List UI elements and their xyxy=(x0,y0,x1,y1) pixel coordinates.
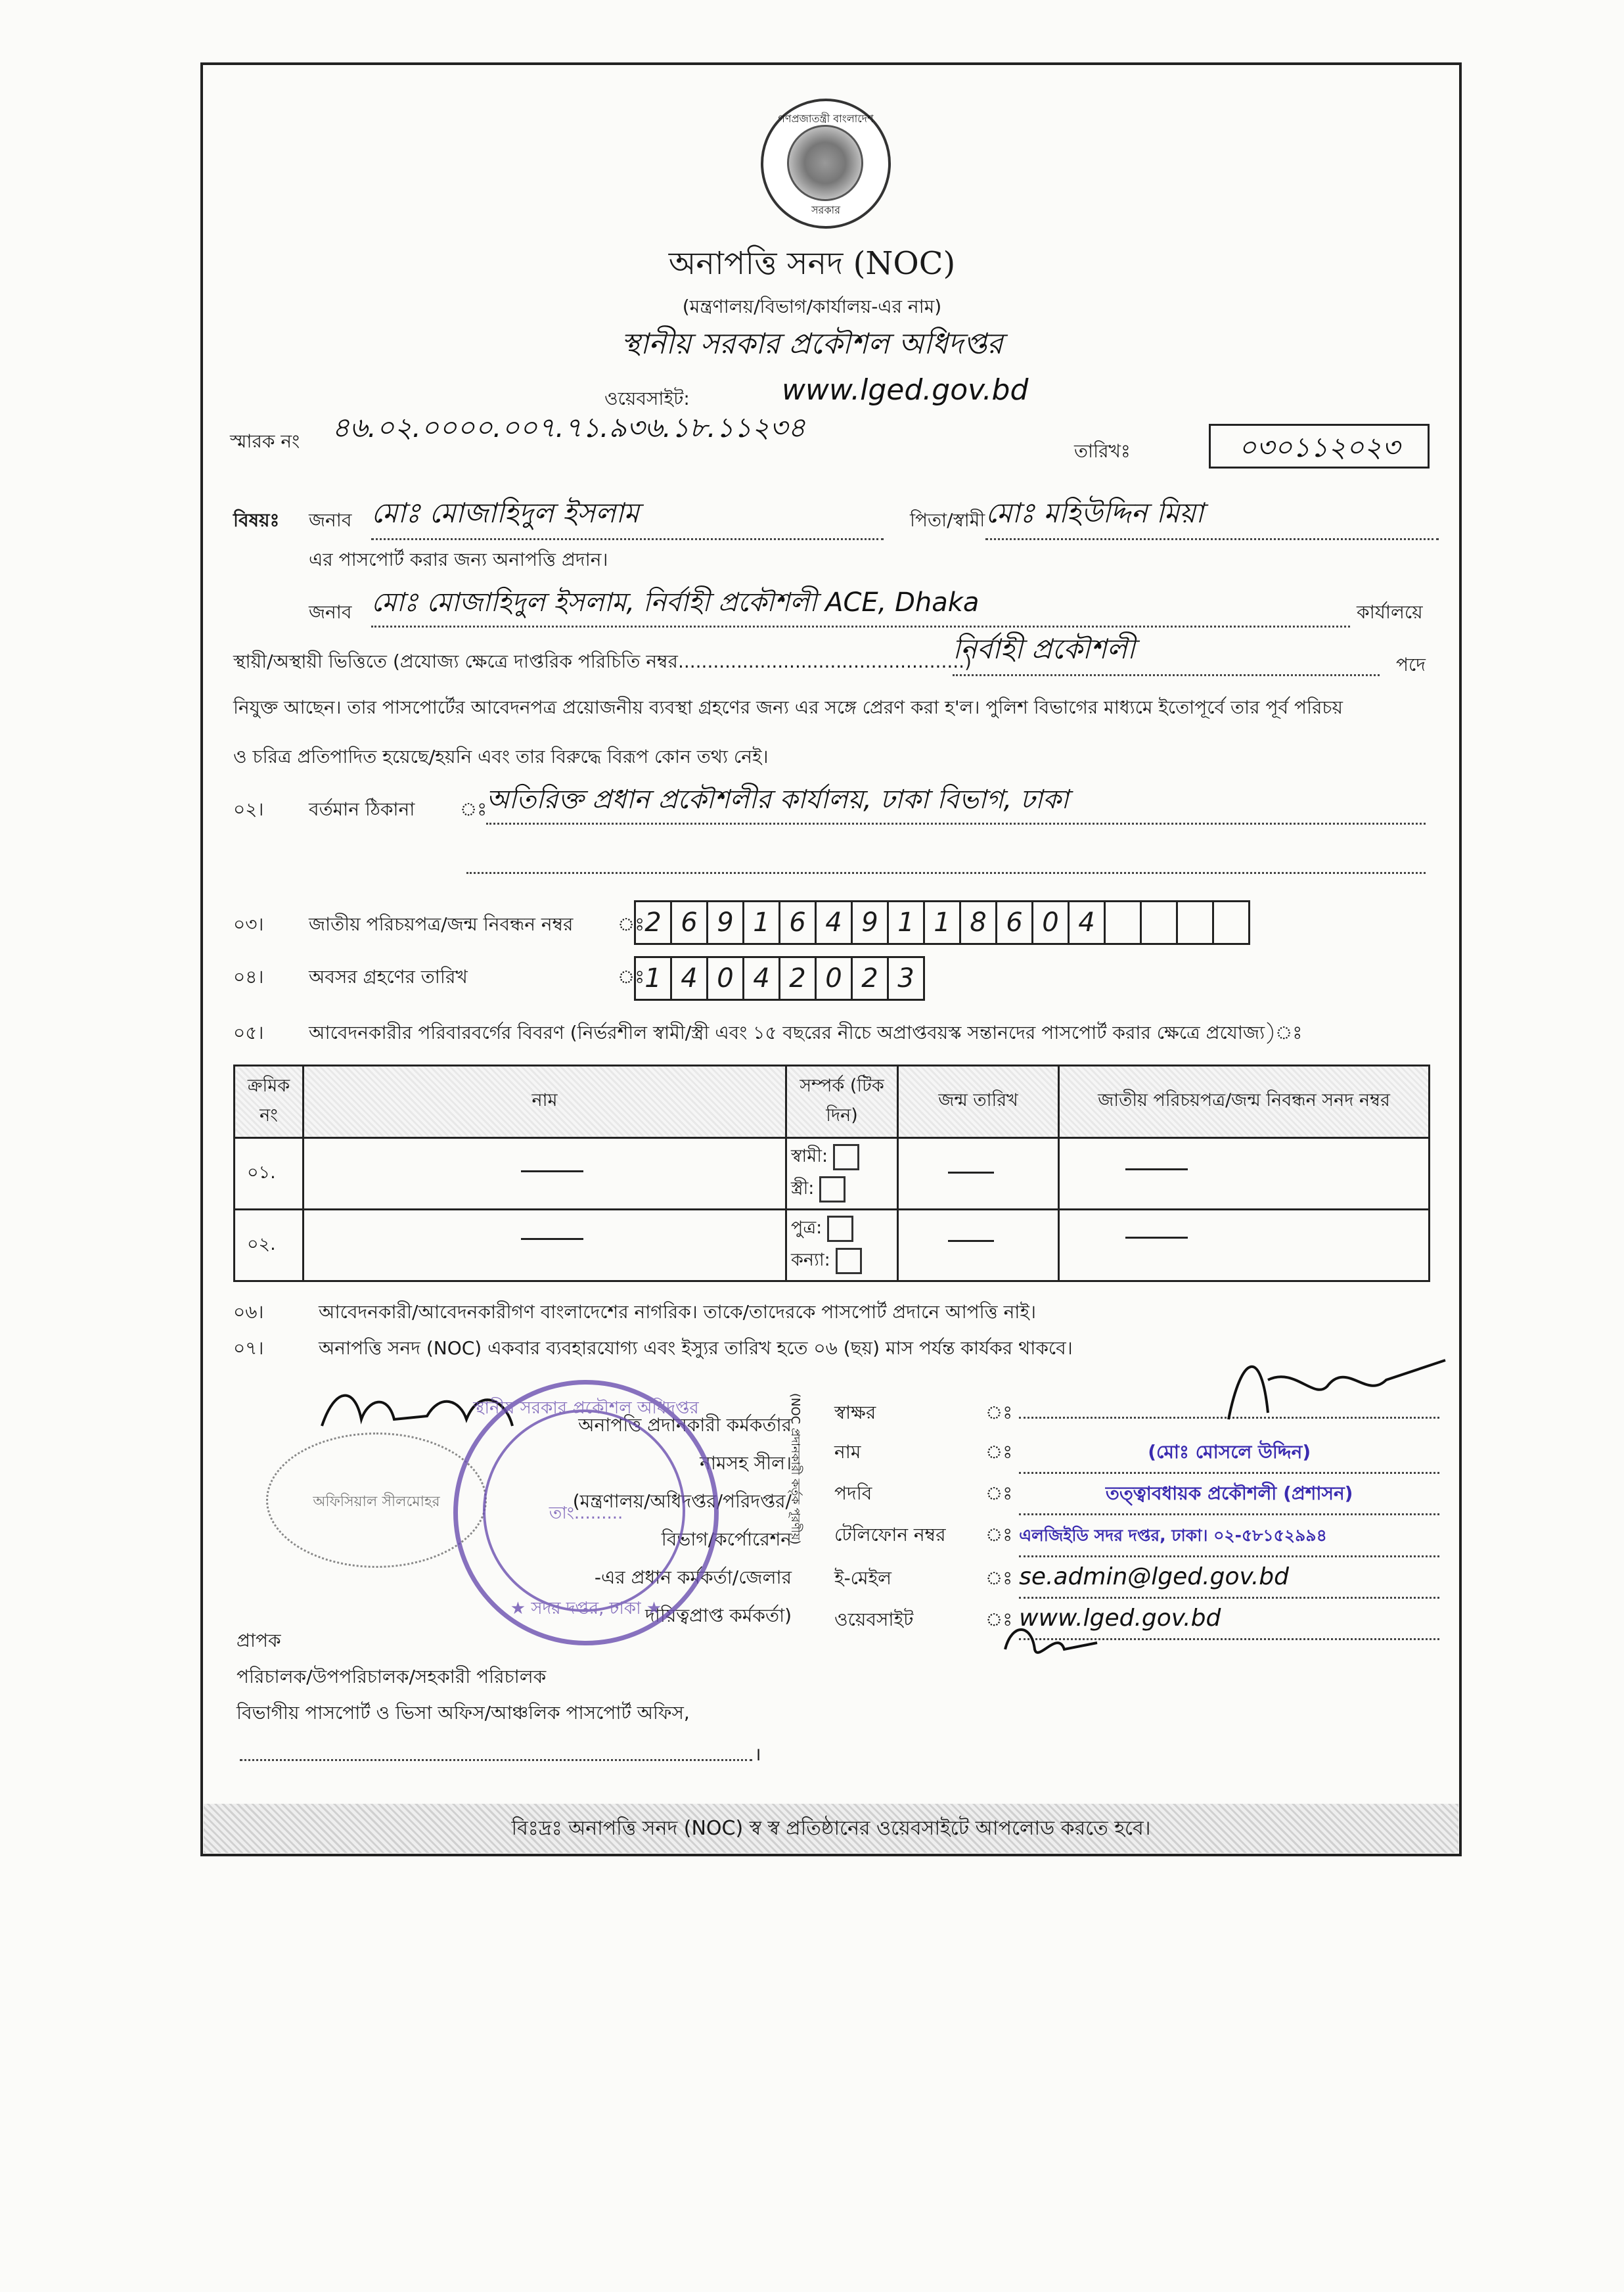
row-nid xyxy=(1059,1210,1430,1281)
retire-digit: 4 xyxy=(742,956,780,1001)
retire-digit: 2 xyxy=(778,956,817,1001)
row-relation xyxy=(786,1138,898,1210)
field-colon: ঃ xyxy=(985,1441,1013,1463)
signatory-line: অনাপত্তি প্রদানকারী কর্মকর্তার xyxy=(578,1414,792,1436)
item-05-number: ০৫। xyxy=(233,1022,264,1043)
small-signature-icon xyxy=(999,1616,1104,1669)
government-emblem-icon xyxy=(761,99,891,229)
field-colon: ঃ xyxy=(985,1524,1013,1546)
nid-digit: 1 xyxy=(742,900,780,945)
field-value: (মোঃ মোসলে উদ্দিন) xyxy=(1019,1432,1439,1474)
nid-boxes xyxy=(634,900,1248,945)
post-suffix: পদে xyxy=(1396,654,1426,676)
ministry-subtitle: (মন্ত্রণালয়/বিভাগ/কার্যালয়-এর নাম) xyxy=(682,296,942,317)
field-label: ই-মেইল xyxy=(834,1567,892,1589)
noc-vertical-note: (NOC প্রদানকারী কর্তৃক পূরণীয়) xyxy=(788,1393,802,1545)
body-para1: নিযুক্ত আছেন। তার পাসপোর্টের আবেদনপত্র প্রয়োজনীয় ব্যবস্থা গ্রহণের জন্য এর সঙ্গে প্রেরণ করা হ'ল। পুলিশ বিভাগের মাধ্যমে ইতোপূর্বে তার পূর্ব পরিচয় xyxy=(233,697,1343,718)
retire-digit: 2 xyxy=(851,956,889,1001)
recipient-label: প্রাপক xyxy=(237,1630,281,1651)
header-birthdate: জন্ম তারিখ xyxy=(898,1066,1059,1138)
address-colon: ঃ xyxy=(460,798,487,820)
field-value: এলজিইডি সদর দপ্তর, ঢাকা। ০২-৫৮১৫২৯৯৪ xyxy=(1019,1516,1439,1557)
nid-digit xyxy=(1140,900,1178,945)
field-label: পদবি xyxy=(834,1482,872,1504)
nid-digit: 4 xyxy=(1068,900,1106,945)
field-value: তত্ত্বাবধায়ক প্রকৌশলী (প্রশাসন) xyxy=(1019,1474,1439,1515)
nid-digit: 8 xyxy=(959,900,997,945)
body-mr-label: জনাব xyxy=(309,601,352,623)
date-value: ০৩০১১২০২৩ xyxy=(1209,424,1430,469)
website-value: www.lged.gov.bd xyxy=(782,373,1029,407)
father-label: পিতা/স্বামী xyxy=(910,509,985,531)
header-nid: জাতীয় পরিচয়পত্র/জন্ম নিবন্ধন সনদ নম্বর xyxy=(1059,1066,1430,1138)
nid-digit: 1 xyxy=(887,900,925,945)
official-stamp-icon xyxy=(453,1380,719,1645)
field-colon: ঃ xyxy=(985,1609,1013,1630)
nid-digit: 6 xyxy=(995,900,1033,945)
office-name: স্থানীয় সরকার প্রকৌশল অধিদপ্তর xyxy=(621,327,1003,361)
signatory-line: দায়িত্বপ্রাপ্ত কর্মকর্তা) xyxy=(645,1605,792,1626)
subject-label: বিষয়ঃ xyxy=(233,509,280,531)
field-colon: ঃ xyxy=(985,1567,1013,1589)
header-name: নাম xyxy=(304,1066,786,1138)
retire-colon: ঃ xyxy=(618,966,645,988)
designation: নির্বাহী প্রকৌশলী xyxy=(953,628,1380,676)
row-nid xyxy=(1059,1138,1430,1210)
subject-mr-label: জনাব xyxy=(309,509,352,531)
subject-name: মোঃ মোজাহিদুল ইসলাম xyxy=(371,492,884,540)
recipient-line3-end: । xyxy=(754,1743,761,1765)
website-label: ওয়েবসাইট: xyxy=(604,388,690,409)
nid-digit: 9 xyxy=(851,900,889,945)
nid-label: জাতীয় পরিচয়পত্র/জন্ম নিবন্ধন নম্বর xyxy=(309,913,574,935)
item-02-number: ০২। xyxy=(233,798,264,820)
item-03-number: ০৩। xyxy=(233,913,264,935)
address-line-2 xyxy=(466,871,1426,874)
address-value: অতিরিক্ত প্রধান প্রকৌশলীর কার্যালয়, ঢাকা বিভাগ, ঢাকা xyxy=(486,779,1426,825)
seal-placeholder-text: অফিসিয়াল সীলমোহর xyxy=(313,1494,440,1510)
retire-digit: 4 xyxy=(670,956,708,1001)
signatory-line: -এর প্রধান কর্মকর্তা/জেলার xyxy=(594,1567,792,1588)
field-label: ওয়েবসাইট xyxy=(834,1609,914,1630)
recipient-line2: বিভাগীয় পাসপোর্ট ও ভিসা অফিস/আঞ্চলিক পাসপোর্ট অফিস, xyxy=(237,1702,690,1724)
office-suffix: কার্যালয়ে xyxy=(1357,601,1423,623)
item-06-number: ০৬। xyxy=(233,1301,264,1323)
memo-label: স্মারক নং xyxy=(230,430,300,452)
row-birthdate xyxy=(898,1138,1059,1210)
stamp-outer-text: স্থানীয় সরকার প্রকৌশল অধিদপ্তর xyxy=(473,1398,699,1418)
relation-checkbox[interactable] xyxy=(827,1216,853,1242)
row-name xyxy=(304,1138,786,1210)
signatory-line: (মন্ত্রণালয়/অধিদপ্তর/পরিদপ্তর/ xyxy=(572,1490,792,1512)
retire-digit: 0 xyxy=(706,956,744,1001)
nid-colon: ঃ xyxy=(618,913,645,935)
body-name-designation: মোঃ মোজাহিদুল ইসলাম, নির্বাহী প্রকৌশলী ACE, Dhaka xyxy=(371,582,1350,628)
address-label: বর্তমান ঠিকানা xyxy=(309,798,415,820)
nid-digit: 6 xyxy=(670,900,708,945)
emblem-text-top: গণপ্রজাতন্ত্রী বাংলাদেশ xyxy=(778,112,874,125)
recipient-dotted-line xyxy=(240,1758,752,1761)
field-colon: ঃ xyxy=(985,1482,1013,1504)
field-row xyxy=(834,1599,1439,1640)
retire-digit: 3 xyxy=(887,956,925,1001)
stamp-bottom-text: ★ সদর দপ্তর, ঢাকা ★ xyxy=(510,1599,662,1618)
emblem-center xyxy=(787,125,863,201)
family-label: আবেদনকারীর পরিবারবর্গের বিবরণ (নির্ভরশীল স্বামী/স্ত্রী এবং ১৫ বছরের নীচে অপ্রাপ্তবয়স্ক সন্তানদের পাসপোর্ট করার ক্ষেত্রে প্রযোজ্য)ঃ xyxy=(309,1022,1303,1043)
declaration-07: অনাপত্তি সনদ (NOC) একবার ব্যবহারযোগ্য এবং ইস্যুর তারিখ হতে ০৬ (ছয়) মাস পর্যন্ত কার্যকর থাকবে। xyxy=(319,1337,1073,1359)
field-row xyxy=(834,1557,1439,1599)
body-para2: ও চরিত্র প্রতিপাদিত হয়েছে/হয়নি এবং তার বিরুদ্ধে বিরূপ কোন তথ্য নেই। xyxy=(233,746,769,768)
row-birthdate xyxy=(898,1210,1059,1281)
officer-signature-icon xyxy=(1215,1341,1452,1439)
header-relation: সম্পর্ক (টিক দিন) xyxy=(786,1066,898,1138)
footer-note: বিঃদ্রঃ অনাপত্তি সনদ (NOC) স্ব স্ব প্রতিষ্ঠানের ওয়েবসাইটে আপলোড করতে হবে। xyxy=(204,1804,1458,1853)
father-name: মোঃ মহিউদ্দিন মিয়া xyxy=(985,492,1439,540)
retire-digit: 0 xyxy=(815,956,853,1001)
field-colon: ঃ xyxy=(985,1402,1013,1423)
nid-digit xyxy=(1176,900,1214,945)
field-value: www.lged.gov.bd xyxy=(1019,1599,1439,1640)
header-serial: ক্রমিক নং xyxy=(235,1066,304,1138)
row-serial: ০১. xyxy=(235,1138,304,1210)
nid-digit xyxy=(1104,900,1142,945)
memo-number: ৪৬.০২.০০০০.০০৭.৭১.৯৩৬.১৮.১১২৩৪ xyxy=(332,411,806,444)
nid-digit: 1 xyxy=(923,900,961,945)
table-row xyxy=(235,1210,1430,1281)
declaration-06: আবেদনকারী/আবেদনকারীগণ বাংলাদেশের নাগরিক। তাকে/তাদেরকে পাসপোর্ট প্রদানে আপত্তি নাই। xyxy=(319,1301,1037,1323)
emblem-text-bottom: সরকার xyxy=(811,204,840,216)
row-relation xyxy=(786,1210,898,1281)
relation-label: পুত্র: xyxy=(791,1218,823,1238)
basis-text: স্থায়ী/অস্থায়ী ভিত্তিতে (প্রযোজ্য ক্ষেত্রে দাপ্তরিক পরিচিতি নম্বর.................................................) xyxy=(233,651,972,672)
nid-digit xyxy=(1212,900,1250,945)
field-label: টেলিফোন নম্বর xyxy=(834,1524,946,1546)
signatory-line: নামসহ সীল। xyxy=(700,1452,792,1474)
relation-label: স্ত্রী: xyxy=(791,1178,815,1199)
family-table-header xyxy=(235,1066,1430,1138)
row-name xyxy=(304,1210,786,1281)
family-table xyxy=(233,1065,1430,1282)
nid-digit: 6 xyxy=(778,900,817,945)
relation-checkbox[interactable] xyxy=(819,1176,846,1203)
retire-digit: 1 xyxy=(634,956,672,1001)
row-serial: ০২. xyxy=(235,1210,304,1281)
nid-digit: 2 xyxy=(634,900,672,945)
page-title: অনাপত্তি সনদ (NOC) xyxy=(668,245,956,282)
item-07-number: ০৭। xyxy=(233,1337,264,1359)
item-04-number: ০৪। xyxy=(233,966,264,988)
nid-digit: 0 xyxy=(1031,900,1070,945)
signatory-line: বিভাগ/কর্পোরেশন xyxy=(661,1528,792,1550)
nid-digit: 4 xyxy=(815,900,853,945)
field-row xyxy=(834,1515,1439,1557)
date-label: তারিখঃ xyxy=(1074,440,1131,462)
nid-digit: 9 xyxy=(706,900,744,945)
retire-label: অবসর গ্রহণের তারিখ xyxy=(309,966,468,988)
relation-label: কন্যা: xyxy=(791,1250,830,1270)
stamp-inner-text: তাং......... xyxy=(549,1503,623,1523)
relation-checkbox[interactable] xyxy=(833,1144,859,1170)
table-row xyxy=(235,1138,1430,1210)
subject-line2: এর পাসপোর্ট করার জন্য অনাপত্তি প্রদান। xyxy=(309,549,608,570)
field-label: নাম xyxy=(834,1441,861,1463)
relation-checkbox[interactable] xyxy=(836,1248,862,1274)
retire-boxes xyxy=(634,956,923,1001)
recipient-line1: পরিচালক/উপপরিচালক/সহকারী পরিচালক xyxy=(237,1666,547,1687)
field-label: স্বাক্ষর xyxy=(834,1402,876,1423)
relation-label: স্বামী: xyxy=(791,1146,828,1166)
field-value: se.admin@lged.gov.bd xyxy=(1019,1557,1439,1599)
field-row xyxy=(834,1474,1439,1515)
